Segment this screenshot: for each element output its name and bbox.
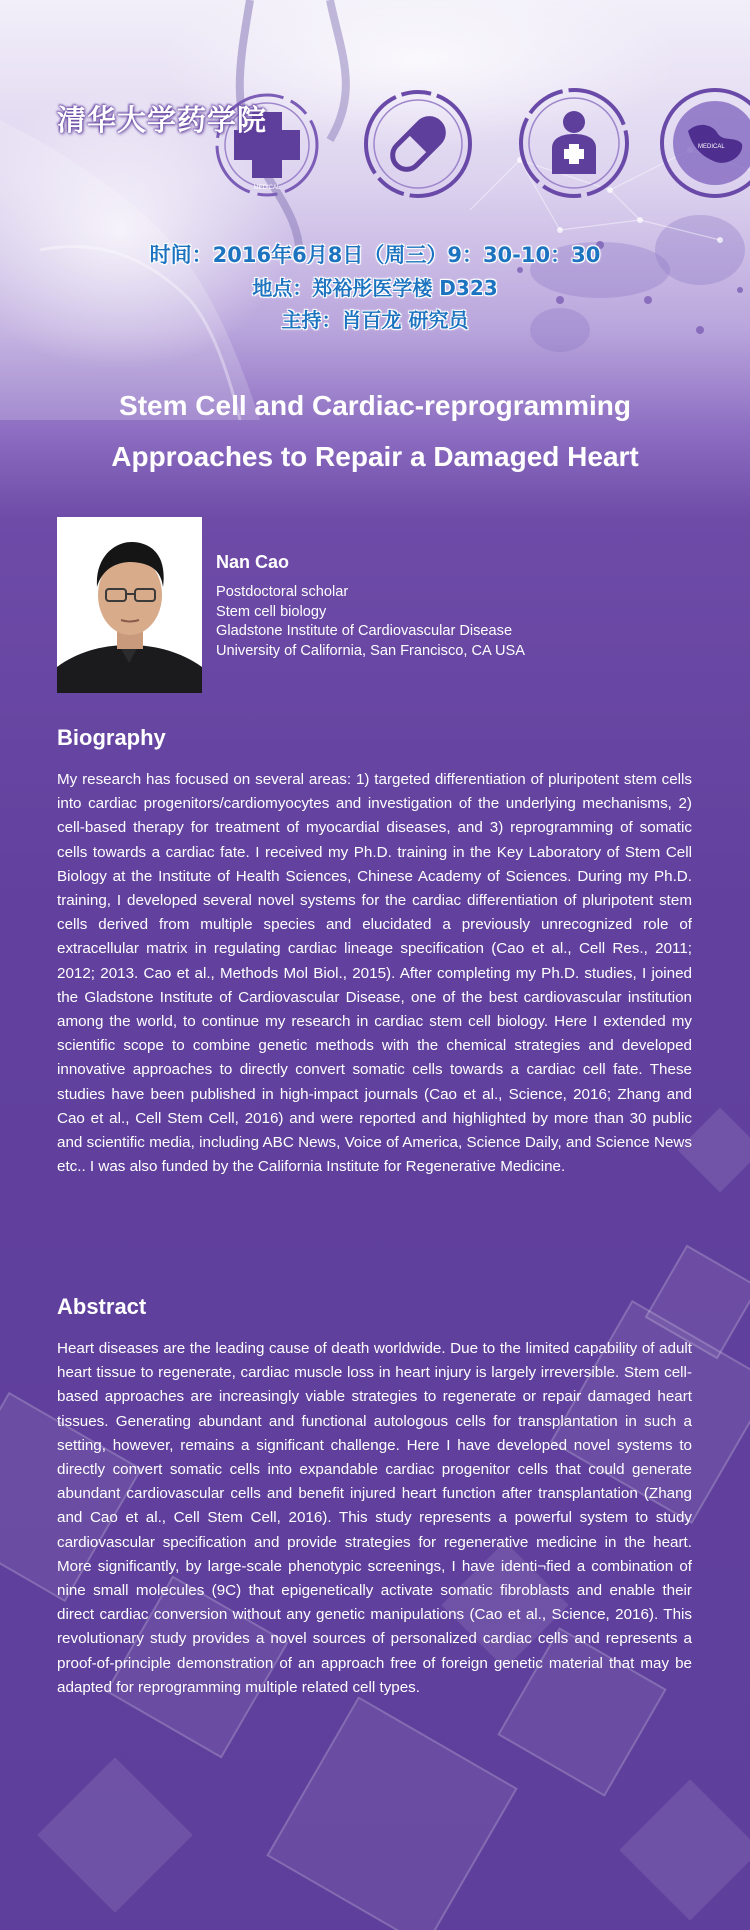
host-line: 主持：肖百龙 研究员 (281, 308, 469, 332)
medical-label-right: MEDICAL (698, 144, 725, 150)
decor-diamond (37, 1757, 193, 1913)
talk-title (40, 380, 710, 482)
time-line: 时间：2016年6月8日（周三）9：30-10：30 (149, 243, 601, 267)
speaker-field: Stem cell biology (216, 603, 327, 620)
decor-hexagon (266, 1696, 517, 1930)
header-background-art (0, 0, 750, 420)
abstract-heading: Abstract (57, 1294, 147, 1319)
abstract-text: Heart diseases are the leading cause of death worldwide. Due to the limited capability of adult heart tissue to regenerate, cardiac muscle loss in heart injury is largely irreversible. Stem cell-based approaches are increasingly viable strategies to regenerate or repair damaged heart tissues. Generating abundant and functional autologous cells for transplantation in such a setting, however, remains a significant challenge. Here I have developed novel systems to directly convert somatic cells into expandable cardiac progenitor cells that could generate abundant cardiovascular cells and benefit injured heart function after transplantation (Zhang and Cao et al., Cell Stem Cell, 2016). This study represents a powerful system to study cardiovascular specification and provide strategies for regenerative medicine in the heart. More significantly, by large-scale phenotypic screenings, I have identi¬fied a combination of nine small molecules (9C) that epigenetically activate somatic fibroblasts and enable their direct cardiac conversion without any genetic manipulations (Cao et al., Science, 2016). This revolutionary study provides a novel sources of personalized cardiac cells and represents a proof-of-principle demonstration of an approach free of foreign genetic material that may be adapted for reprogramming multiple related cell types. (57, 1340, 692, 1696)
speaker-institute: Gladstone Institute of Cardiovascular Disease (216, 623, 513, 639)
biography-heading: Biography (57, 725, 166, 750)
speaker-university: University of California, San Francisco, CA USA (216, 642, 526, 659)
talk-title-line-2: Approaches to Repair a Damaged Heart (111, 441, 639, 472)
medical-label: MEDICAL (253, 185, 281, 191)
speaker-position: Postdoctoral scholar (216, 584, 349, 600)
capsule-icon (362, 88, 474, 200)
decor-diamond (619, 1779, 750, 1920)
doctor-icon (517, 86, 631, 200)
institution-name: 清华大学药学院 (57, 103, 268, 137)
talk-title-line-1: Stem Cell and Cardiac-reprogramming (119, 390, 631, 421)
biography-text: My research has focused on several areas: 1) targeted differentiation of pluripotent stem cells into cardiac progenitors/cardiomyocytes and investigation of the underlying mechanisms, 2) cell-based therapy for treatment of myocardial diseases, and 3) reprogramming of somatic cells towards a cardiac fate. I received my Ph.D. training in the Key Laboratory of Stem Cell Biology at the Institute of Health Sciences, Chinese Academy of Sciences. During my Ph.D. training, I developed several novel systems for the cardiac differentiation of pluripotent stem cells derived from multiple species and elucidated a previously unrecognized role of extracellular matrix in regulating cardiac lineage specification (Cao et al., Cell Res., 2011; 2012; 2013. Cao et al., Methods Mol Biol., 2015). After completing my Ph.D. studies, I joined the Gladstone Institute of Cardiovascular Disease, one of the best cardiovascular institution among the world, to continue my research in cardiac stem cell biology. Here I extended my scientific scope to combine genetic methods with the chemical strategies and developed innovative approaches to directly convert somatic cells towards a cardiac cell fate. These studies have been published in high-impact journals (Cao et al., Science, 2016; Zhang and Cao et al., Cell Stem Cell, 2016) and were reported and highlighted by more than 30 public and scientific media, including ABC News, Voice of America, Science Daily, and Science News etc.. I was also funded by the California Institute for Regenerative Medicine. (57, 771, 692, 1176)
location-line: 地点：郑裕彤医学楼 D323 (252, 276, 498, 300)
speaker-info (216, 552, 525, 661)
globe-icon (658, 86, 750, 200)
speaker-name: Nan Cao (216, 552, 290, 572)
speaker-photo (57, 517, 202, 693)
